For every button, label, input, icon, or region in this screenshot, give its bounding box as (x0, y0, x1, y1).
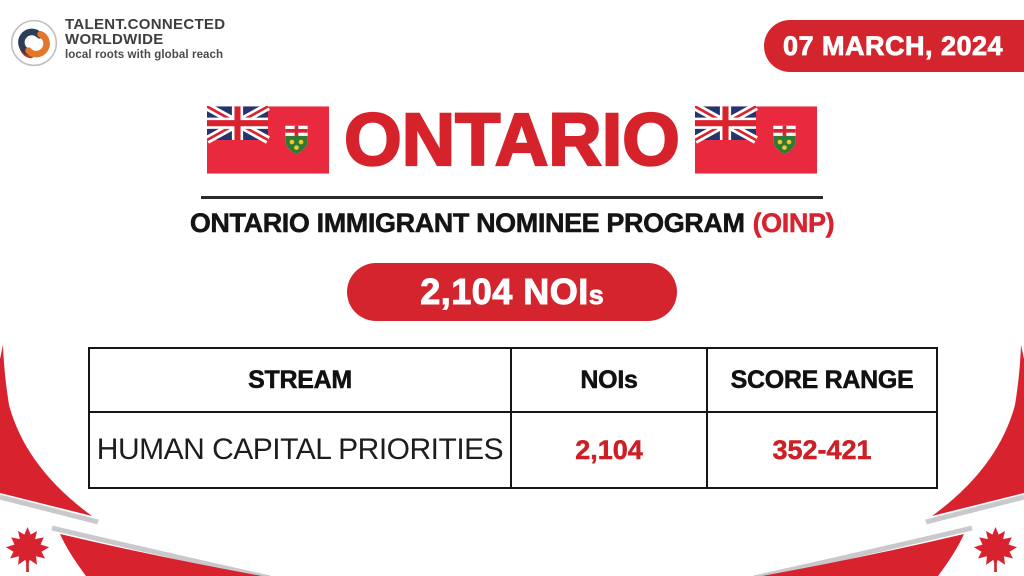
brand-tagline: local roots with global reach (65, 49, 224, 61)
fold-line-right-upper (926, 497, 1024, 522)
noi-count-text: 2,104 NOI (420, 271, 589, 312)
brand-text-block (65, 17, 225, 62)
nois-cell: 2,104 (511, 412, 707, 488)
date-banner (764, 20, 1024, 72)
noi-count-suffix: s (588, 280, 604, 310)
title-row (0, 98, 1024, 181)
program-subtitle-abbr: (OINP) (752, 208, 835, 238)
table-row (89, 412, 937, 488)
maple-leaf-icon (6, 527, 49, 572)
ontario-flag-icon (207, 106, 329, 174)
brand-logo (10, 17, 225, 67)
page-title: ONTARIO (344, 98, 680, 181)
maple-leaf-icon (974, 527, 1017, 572)
fold-line-left-lower (52, 528, 270, 576)
fold-line-left-upper (0, 497, 98, 522)
fold-line-right-lower (754, 528, 972, 576)
title-divider (201, 196, 823, 199)
score-range-cell: 352-421 (707, 412, 937, 488)
noi-count-badge (347, 263, 677, 321)
column-header-score-range: SCORE RANGE (707, 348, 937, 412)
table-header-row (89, 348, 937, 412)
column-header-nois: NOIs (511, 348, 707, 412)
brand-name-line1: TALENT.CONNECTED (65, 16, 226, 33)
program-subtitle (0, 208, 1024, 239)
brand-logo-icon (10, 19, 58, 67)
ontario-flag-icon (695, 106, 817, 174)
ribbon-left-lower (60, 534, 262, 576)
ribbon-right-upper (932, 345, 1024, 516)
draw-results-table (88, 347, 938, 489)
stream-cell: HUMAN CAPITAL PRIORITIES (89, 412, 511, 488)
ribbon-right-lower (762, 534, 964, 576)
brand-name-line2: WORLDWIDE (65, 31, 164, 48)
column-header-stream: STREAM (89, 348, 511, 412)
ribbon-left-upper (0, 345, 92, 516)
date-banner-text: 07 MARCH, 2024 (782, 30, 1004, 61)
program-subtitle-text: ONTARIO IMMIGRANT NOMINEE PROGRAM (189, 208, 745, 238)
